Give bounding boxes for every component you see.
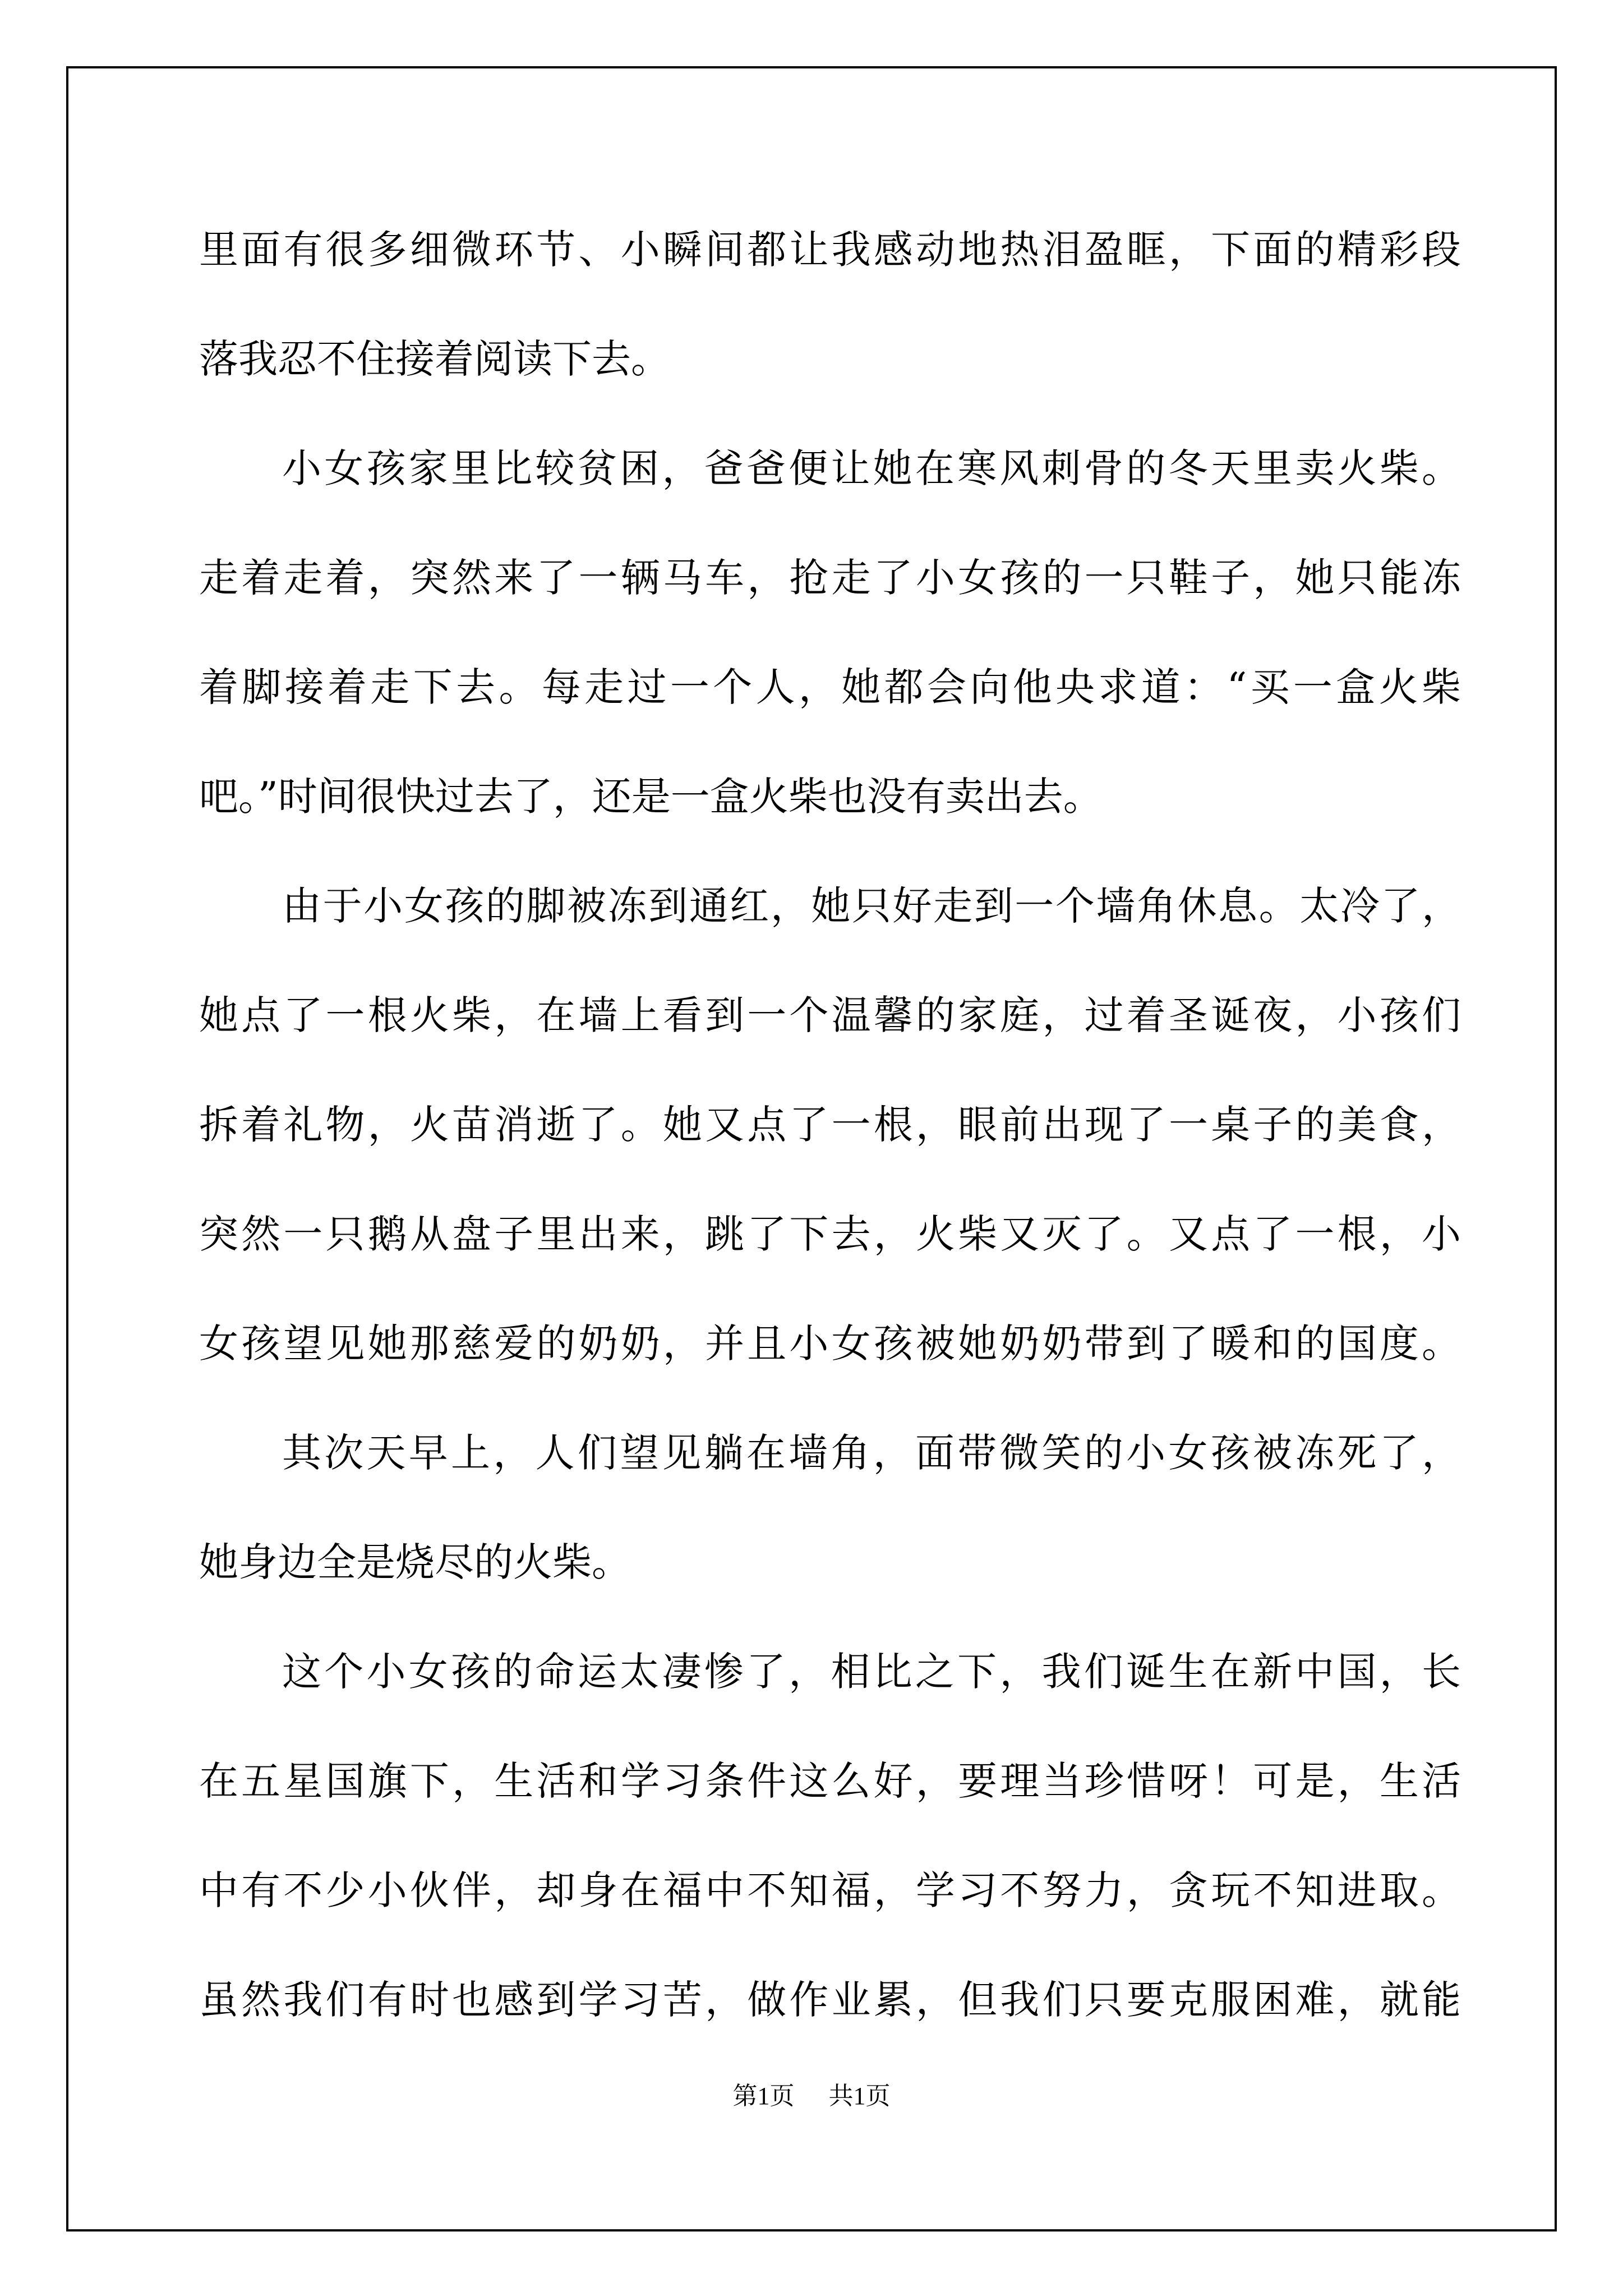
text-line: 其次天早上，人们望见躺在墙角，面带微笑的小女孩被冻死了， (282, 1430, 1461, 1476)
text-line: 虽然我们有时也感到学习苦，做作业累，但我们只要克服困难，就能 (199, 1977, 1461, 2023)
text-line: 吧。”时间很快过去了，还是一盒火柴也没有卖出去。 (199, 774, 1103, 820)
text-line: 拆着礼物，火苗消逝了。她又点了一根，眼前出现了一桌子的美食， (199, 1102, 1461, 1148)
text-line: 由于小女孩的脚被冻到通红，她只好走到一个墙角休息。太冷了， (282, 883, 1461, 929)
text-line: 女孩望见她那慈爱的奶奶，并且小女孩被她奶奶带到了暖和的国度。 (199, 1320, 1461, 1366)
page-total: 共1页 (828, 2082, 891, 2110)
document-body (199, 208, 1461, 2067)
text-line: 走着走着，突然来了一辆马车，抢走了小女孩的一只鞋子，她只能冻 (199, 555, 1461, 601)
text-line: 着脚接着走下去。每走过一个人，她都会向他央求道：“买一盒火柴 (199, 664, 1461, 710)
text-line: 在五星国旗下，生活和学习条件这么好，要理当珍惜呀！可是，生活 (199, 1758, 1461, 1804)
page-number: 第1页 (732, 2082, 795, 2110)
text-line: 里面有很多细微环节、小瞬间都让我感动地热泪盈眶，下面的精彩段 (199, 227, 1461, 273)
text-line: 她身边全是烧尽的火柴。 (199, 1539, 631, 1585)
text-line: 中有不少小伙伴，却身在福中不知福，学习不努力，贪玩不知进取。 (199, 1867, 1461, 1913)
text-line: 小女孩家里比较贫困，爸爸便让她在寒风刺骨的冬天里卖火柴。 (282, 445, 1461, 491)
text-line: 她点了一根火柴，在墙上看到一个温馨的家庭，过着圣诞夜，小孩们 (199, 992, 1461, 1038)
text-line: 突然一只鹅从盘子里出来，跳了下去，火柴又灭了。又点了一根，小 (199, 1211, 1461, 1257)
page-footer (0, 2076, 1623, 2111)
text-line: 落我忍不住接着阅读下去。 (199, 336, 670, 382)
text-line: 这个小女孩的命运太凄惨了，相比之下，我们诞生在新中国，长 (282, 1649, 1461, 1695)
